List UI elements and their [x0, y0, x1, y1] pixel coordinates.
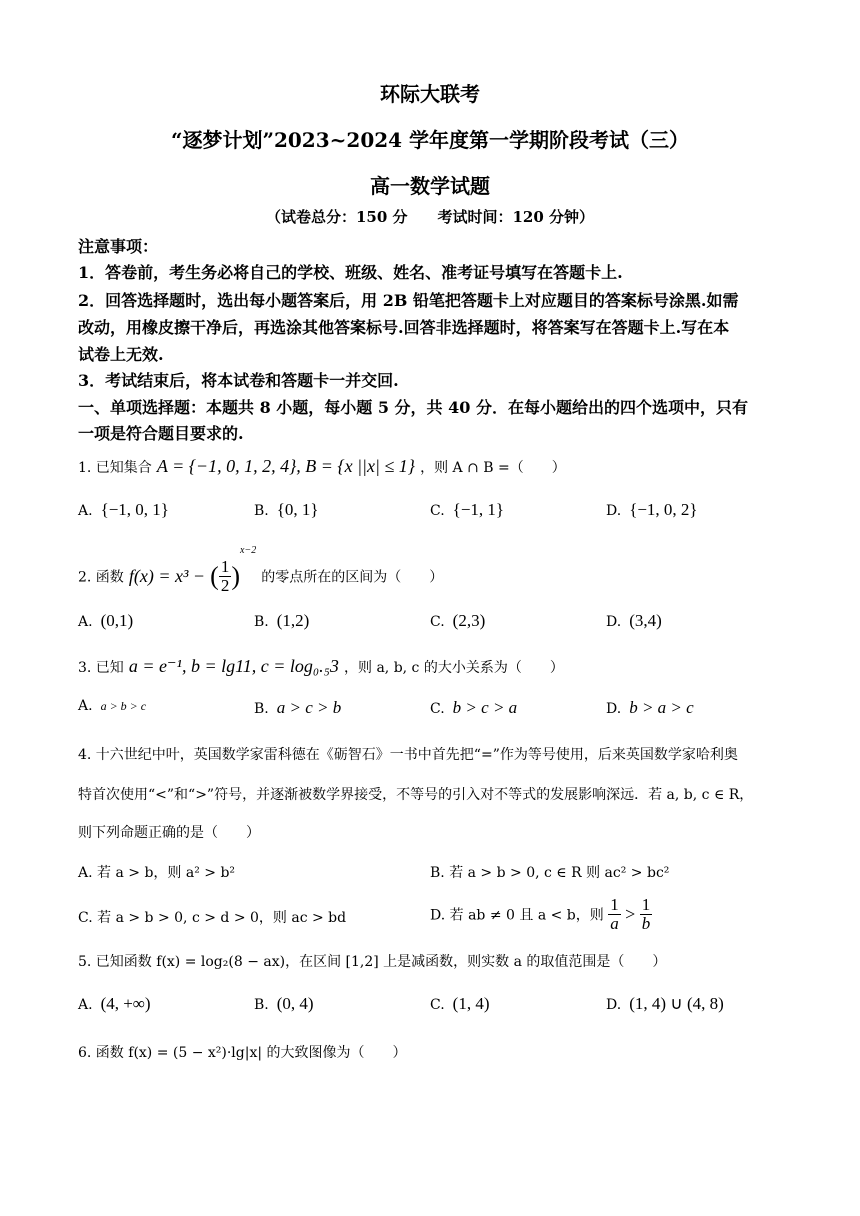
- subject-title: 高一数学试题: [370, 174, 490, 198]
- question-2-math: f(x) = x³ −: [128, 566, 206, 586]
- question-4-line-3: 则下列命题正确的是（ ）: [78, 825, 260, 841]
- question-1: [78, 456, 566, 477]
- question-3-math: a = e⁻¹, b = lg11, c = log₀.₅3: [128, 656, 339, 676]
- question-2-fraction: $\frac{1}{2}$: [220, 557, 230, 595]
- question-1-option-d: D. {−1, 0, 2}: [606, 500, 698, 519]
- question-2-exponent: x−2: [240, 545, 257, 556]
- question-3-option-a: A. a > b > c: [78, 698, 147, 714]
- option-d-fraction-2: $\frac{1}{b}$: [641, 895, 651, 933]
- notice-item-2-line-3: 试卷上无效.: [78, 345, 164, 364]
- question-1-option-c: C. {−1, 1}: [430, 500, 505, 519]
- section-1-line-2: 一项是符合题目要求的.: [78, 424, 244, 443]
- org-title: 环际大联考: [380, 82, 480, 106]
- option-d-fraction-1: $\frac{1}{a}$: [610, 895, 619, 933]
- question-2-paren-close: ): [231, 561, 241, 591]
- question-2-paren-open: (: [210, 561, 219, 591]
- question-5: 5. 已知函数 f(x) = log₂(8 − ax)，在区间 [1,2] 上是减函数，则实数 a 的取值范围是（ ）: [78, 954, 667, 970]
- question-3-suffix: ，则 a, b, c 的大小关系为（ ）: [344, 660, 564, 676]
- question-2-prefix: 2. 函数: [78, 569, 124, 586]
- question-3-option-c: C. b > c > a: [430, 698, 518, 717]
- question-1-math: A = {−1, 0, 1, 2, 4}, B = {x ||x| ≤ 1}: [156, 456, 416, 476]
- question-3-option-d: D. b > a > c: [606, 698, 694, 717]
- question-2: [78, 545, 443, 595]
- exam-title: “逐梦计划”2023~2024 学年度第一学期阶段考试（三）: [170, 128, 690, 152]
- notice-heading: 注意事项：: [78, 237, 159, 256]
- notice-item-2-line-2: 改动，用橡皮擦干净后，再选涂其他答案标号.回答非选择题时，将答案写在答题卡上.写在本: [78, 318, 730, 337]
- question-5-option-b: B. (0, 4): [254, 994, 314, 1013]
- question-2-option-d: D. (3,4): [606, 611, 662, 630]
- section-1-line-1: 一、单项选择题：本题共 8 小题，每小题 5 分，共 40 分．在每小题给出的四个选项中，只有: [78, 398, 748, 417]
- question-1-option-b: B. {0, 1}: [254, 500, 319, 519]
- question-4-option-c: C. 若 a > b > 0, c > d > 0，则 ac > bd: [78, 910, 347, 926]
- question-4-option-d: D. 若 ab ≠ 0 且 a < b，则 $\frac{1}{a}$ > $\frac{1}{b}$: [430, 895, 651, 933]
- notice-item-2-line-1: 2．回答选择题时，选出每小题答案后，用 2B 铅笔把答题卡上对应题目的答案标号涂黑.如需: [78, 291, 739, 310]
- exam-meta: （试卷总分：150 分 考试时间：120 分钟）: [265, 208, 595, 226]
- question-4-line-2: 特首次使用“<”和“>”符号，并逐渐被数学界接受，不等号的引入对不等式的发展影响深远．若 a, b, c ∈ R，: [78, 787, 754, 803]
- question-3: [78, 656, 564, 677]
- question-2-option-b: B. (1,2): [254, 611, 310, 630]
- question-5-option-d: D. (1, 4) ∪ (4, 8): [606, 994, 724, 1013]
- question-4-option-b: B. 若 a > b > 0, c ∈ R 则 ac² > bc²: [430, 865, 670, 881]
- question-2-option-c: C. (2,3): [430, 611, 486, 630]
- question-5-option-a: A. (4, +∞): [78, 994, 151, 1013]
- question-4-line-1: 4. 十六世纪中叶，英国数学家雷科德在《砺智石》一书中首先把“=”作为等号使用，后来英国数学家哈利奥: [78, 747, 738, 763]
- notice-item-1: 1．答卷前，考生务必将自己的学校、班级、姓名、准考证号填写在答题卡上.: [78, 263, 623, 282]
- question-2-suffix: 的零点所在的区间为（ ）: [261, 569, 444, 586]
- question-3-option-b: B. a > c > b: [254, 698, 342, 717]
- notice-item-3: 3．考试结束后，将本试卷和答题卡一并交回.: [78, 371, 399, 390]
- question-1-prefix: 1. 已知集合: [78, 460, 152, 476]
- question-4-option-a: A. 若 a > b，则 a² > b²: [78, 865, 236, 881]
- question-6: 6. 函数 f(x) = (5 − x²)·lg|x| 的大致图像为（ ）: [78, 1045, 407, 1061]
- question-2-option-a: A. (0,1): [78, 611, 134, 630]
- question-3-prefix: 3. 已知: [78, 660, 124, 676]
- question-5-option-c: C. (1, 4): [430, 994, 490, 1013]
- question-1-option-a: A. {−1, 0, 1}: [78, 500, 169, 519]
- question-1-suffix: ，则 A ∩ B =（ ）: [420, 460, 566, 476]
